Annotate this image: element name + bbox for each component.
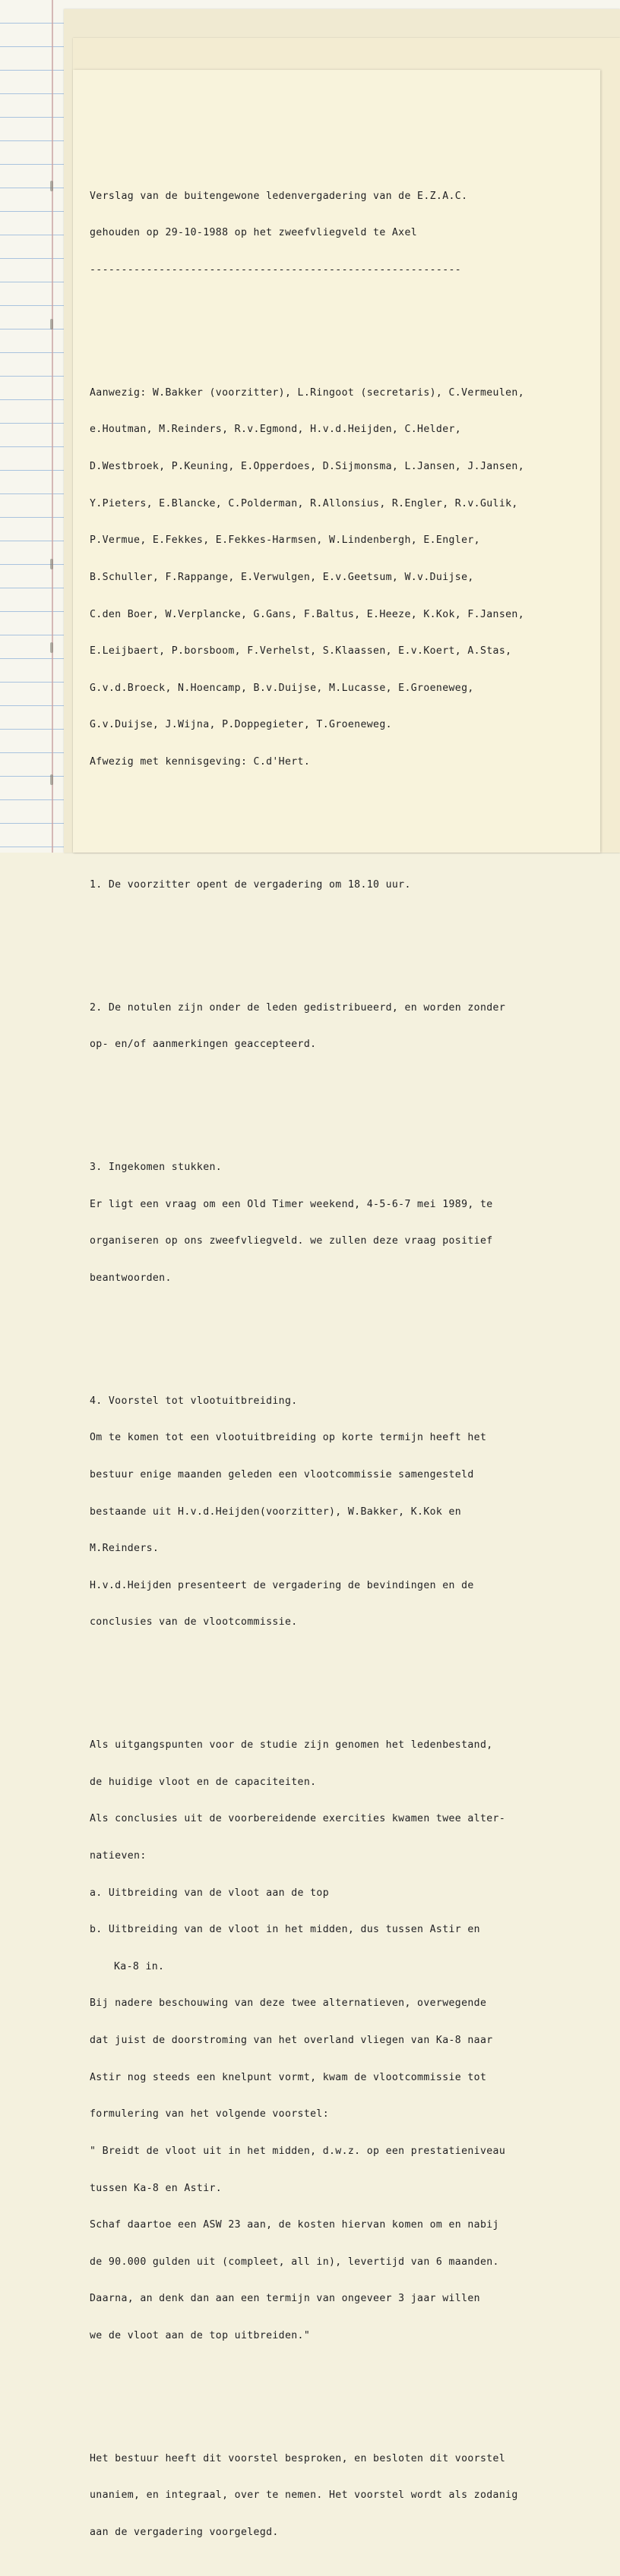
item-line: H.v.d.Heijden presenteert de vergadering de bevindingen en de — [90, 1579, 474, 1591]
item-line: organiseren op ons zweefvliegveld. we zullen deze vraag positief — [90, 1235, 493, 1247]
item-heading: 3. Ingekomen stukken. — [90, 1162, 223, 1174]
closing-line: Het bestuur heeft dit voorstel besproken, en besloten dit voorstel — [90, 2452, 506, 2464]
ring-mark — [50, 559, 53, 569]
study-line: natieven: — [90, 1850, 147, 1862]
agenda-item-4 — [90, 1370, 591, 1654]
header-title: Verslag van de buitengewone ledenvergadering van de E.Z.A.C. — [90, 190, 468, 202]
study-line: Astir nog steeds een knelpunt vormt, kwam de vlootcommissie tot — [90, 2071, 487, 2083]
study-section — [90, 1715, 591, 2367]
item-line: beantwoorden. — [90, 1272, 172, 1284]
study-line: formulering van het volgende voorstel: — [90, 2108, 330, 2120]
closing-line: unaniem, en integraal, over te nemen. Het voorstel wordt als zodanig — [90, 2489, 518, 2502]
header-underline: ----------------------------------------------------------- — [90, 264, 462, 276]
attendance-line: e.Houtman, M.Reinders, R.v.Egmond, H.v.d.Heijden, C.Helder, — [90, 424, 462, 436]
agenda-item-2 — [90, 977, 591, 1076]
attendance-list — [90, 362, 591, 793]
proposal-quote: de 90.000 gulden uit (compleet, all in), levertijd van 6 maanden. — [90, 2256, 499, 2268]
absent-line: Afwezig met kennisgeving: C.d'Hert. — [90, 755, 311, 768]
attendance-line: G.v.Duijse, J.Wijna, P.Doppegieter, T.Groeneweg. — [90, 719, 392, 731]
item-line: Om te komen tot een vlootuitbreiding op korte termijn heeft het — [90, 1432, 487, 1444]
attendance-line: D.Westbroek, P.Keuning, E.Opperdoes, D.Sijmonsma, L.Jansen, J.Jansen, — [90, 461, 524, 473]
item-line: M.Reinders. — [90, 1543, 160, 1555]
attendance-line: C.den Boer, W.Verplancke, G.Gans, F.Baltus, E.Heeze, K.Kok, F.Jansen, — [90, 608, 524, 620]
agenda-item-3 — [90, 1137, 591, 1310]
item-heading: 4. Voorstel tot vlootuitbreiding. — [90, 1395, 298, 1407]
study-line: Als uitgangspunten voor de studie zijn genomen het ledenbestand, — [90, 1739, 493, 1751]
ring-mark — [50, 642, 53, 653]
proposal-quote: we de vloot aan de top uitbreiden." — [90, 2329, 311, 2341]
item-line: 1. De voorzitter opent de vergadering om 18.10 uur. — [90, 878, 411, 891]
item-line: Er ligt een vraag om een Old Timer weekend, 4-5-6-7 mei 1989, te — [90, 1198, 493, 1210]
ring-mark — [50, 774, 53, 785]
item-line: 2. De notulen zijn onder de leden gedistribueerd, en worden zonder — [90, 1001, 506, 1014]
alternative-b-continued: Ka-8 in. — [114, 1960, 165, 1972]
header-date-location: gehouden op 29-10-1988 op het zweefvliegveld te Axel — [90, 227, 418, 239]
study-line: Bij nadere beschouwing van deze twee alternatieven, overwegende — [90, 1997, 487, 2010]
meeting-minutes — [90, 141, 591, 2576]
item-line: bestuur enige maanden geleden een vlootcommissie samengesteld — [90, 1468, 474, 1480]
proposal-quote: tussen Ka-8 en Astir. — [90, 2182, 223, 2194]
attendance-line: Aanwezig: W.Bakker (voorzitter), L.Ringoot (secretaris), C.Vermeulen, — [90, 386, 524, 399]
study-line: Als conclusies uit de voorbereidende exercities kwamen twee alter- — [90, 1813, 506, 1825]
attendance-line: E.Leijbaert, P.borsboom, F.Verhelst, S.Klaassen, E.v.Koert, A.Stas, — [90, 645, 512, 657]
study-line: de huidige vloot en de capaciteiten. — [90, 1776, 317, 1788]
item-line: conclusies van de vlootcommissie. — [90, 1616, 298, 1629]
notebook-margin-line — [52, 0, 53, 853]
proposal-quote: Schaf daartoe een ASW 23 aan, de kosten hiervan komen om en nabij — [90, 2219, 499, 2231]
proposal-quote: " Breidt de vloot uit in het midden, d.w.z. op een prestatieniveau — [90, 2145, 506, 2157]
study-line: dat juist de doorstroming van het overland vliegen van Ka-8 naar — [90, 2035, 493, 2047]
ring-mark — [50, 181, 53, 191]
proposal-quote: Daarna, an denk dan aan een termijn van ongeveer 3 jaar willen — [90, 2293, 480, 2305]
attendance-line: G.v.d.Broeck, N.Hoencamp, B.v.Duijse, M.Lucasse, E.Groeneweg, — [90, 682, 474, 694]
ring-mark — [50, 319, 53, 329]
item-line: bestaande uit H.v.d.Heijden(voorzitter), W.Bakker, K.Kok en — [90, 1506, 462, 1518]
alternative-a: a. Uitbreiding van de vloot aan de top — [90, 1887, 330, 1899]
attendance-line: Y.Pieters, E.Blancke, C.Polderman, R.Allonsius, R.Engler, R.v.Gulik, — [90, 497, 518, 509]
attendance-line: P.Vermue, E.Fekkes, E.Fekkes-Harmsen, W.Lindenbergh, E.Engler, — [90, 534, 480, 547]
minutes-header — [90, 166, 591, 301]
item-line: op- en/of aanmerkingen geaccepteerd. — [90, 1039, 317, 1051]
closing-line: aan de vergadering voorgelegd. — [90, 2526, 279, 2538]
alternative-b: b. Uitbreiding van de vloot in het midden, dus tussen Astir en — [90, 1924, 480, 1936]
closing-section — [90, 2428, 591, 2563]
agenda-item-1 — [90, 854, 591, 916]
attendance-line: B.Schuller, F.Rappange, E.Verwulgen, E.v.Geetsum, W.v.Duijse, — [90, 571, 474, 583]
